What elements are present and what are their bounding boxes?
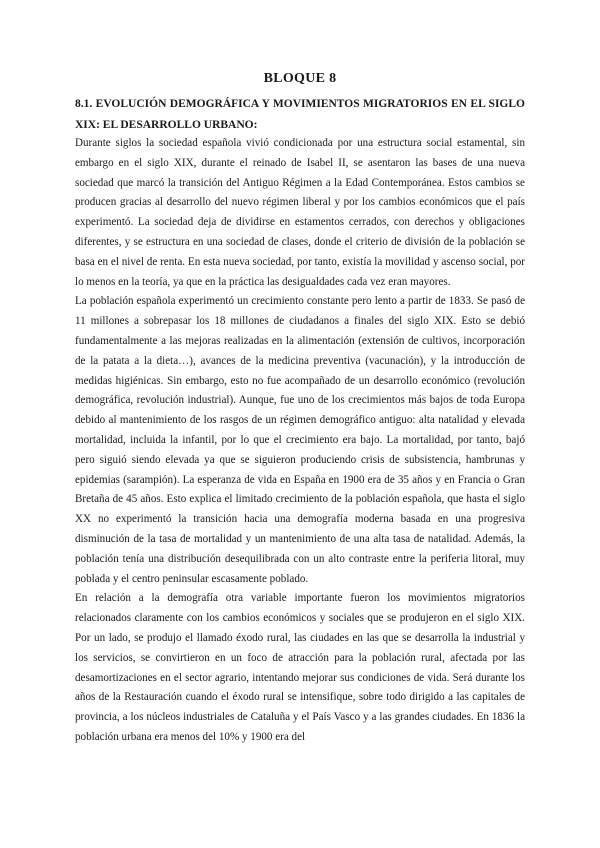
section-heading: 8.1. EVOLUCIÓN DEMOGRÁFICA Y MOVIMIENTOS MIGRATORIOS EN EL SIGLO XIX: EL DESARROLLO URBANO: xyxy=(75,98,525,131)
page-title: BLOQUE 8 xyxy=(263,71,337,86)
body-text xyxy=(75,134,525,748)
paragraph-population: La población española experimentó un crecimiento constante pero lento a partir de 1833. Se pasó de 11 millones a sobrepasar los 18 millones de ciudadanos a finales del siglo XIX. Esto se debió fundamentalmente a las mejoras realizadas en la alimentación (extensión de cultivos, incorporación de la patata a la dieta…), avances de la medicina preventiva (vacunación), y la introducción de medidas higiénicas. Sin embargo, esto no fue acompañado de un desarrollo económico (revolución demográfica, revolución industrial). Aunque, fue uno de los crecimientos más bajos de toda Europa debido al mantenimiento de los rasgos de un régimen demográfico antiguo: alta natalidad y elevada mortalidad, incluida la infantil, por lo que el crecimiento era bajo. La mortalidad, por tanto, bajó pero siguió siendo elevada ya que se siguieron produciendo crisis de subsistencia, hambrunas y epidemias (sarampión). La esperanza de vida en España en 1900 era de 35 años y en Francia o Gran Bretaña de 45 años. Esto explica el limitado crecimiento de la población española, que hasta el siglo XX no experimentó la transición hacia una demografía moderna basada en una progresiva disminución de la tasa de mortalidad y un mantenimiento de una alta tasa de natalidad. Además, la población tenía una distribución desequilibrada con un alto contraste entre la periferia litoral, muy poblada y el centro peninsular escasamente poblado. xyxy=(75,295,525,585)
paragraph-migration: En relación a la demografía otra variable importante fueron los movimientos migratorios relacionados claramente con los cambios económicos y sociales que se produjeron en el siglo XIX. Por un lado, se produjo el llamado éxodo rural, las ciudades en las que se desarrolla la industrial y los servicios, se convirtieron en un foco de atracción para la población rural, afectada por las desamortizaciones en el sector agrario, intentando mejorar sus condiciones de vida. Será durante los años de la Restauración cuando el éxodo rural se intensifique, sobre todo dirigido a las capitales de provincia, a los núcleos industriales de Cataluña y el País Vasco y a las grandes ciudades. En 1836 la población urbana era menos del 10% y 1900 era del xyxy=(75,592,525,743)
paragraph-society: Durante siglos la sociedad española vivió condicionada por una estructura social estamental, sin embargo en el siglo XIX, durante el reinado de Isabel II, se asentaron las bases de una nueva sociedad que marcó la transición del Antiguo Régimen a la Edad Contemporánea. Estos cambios se producen gracias al desarrollo del nuevo régimen liberal y por los cambios económicos que el país experimentó. La sociedad deja de dividirse en estamentos cerrados, con derechos y obligaciones diferentes, y se estructura en una sociedad de clases, donde el criterio de división de la población se basa en el nivel de renta. En esta nueva sociedad, por tanto, existía la movilidad y ascenso social, por lo menos en la teoría, ya que en la práctica las desigualdades cada vez eran mayores. xyxy=(75,137,525,288)
